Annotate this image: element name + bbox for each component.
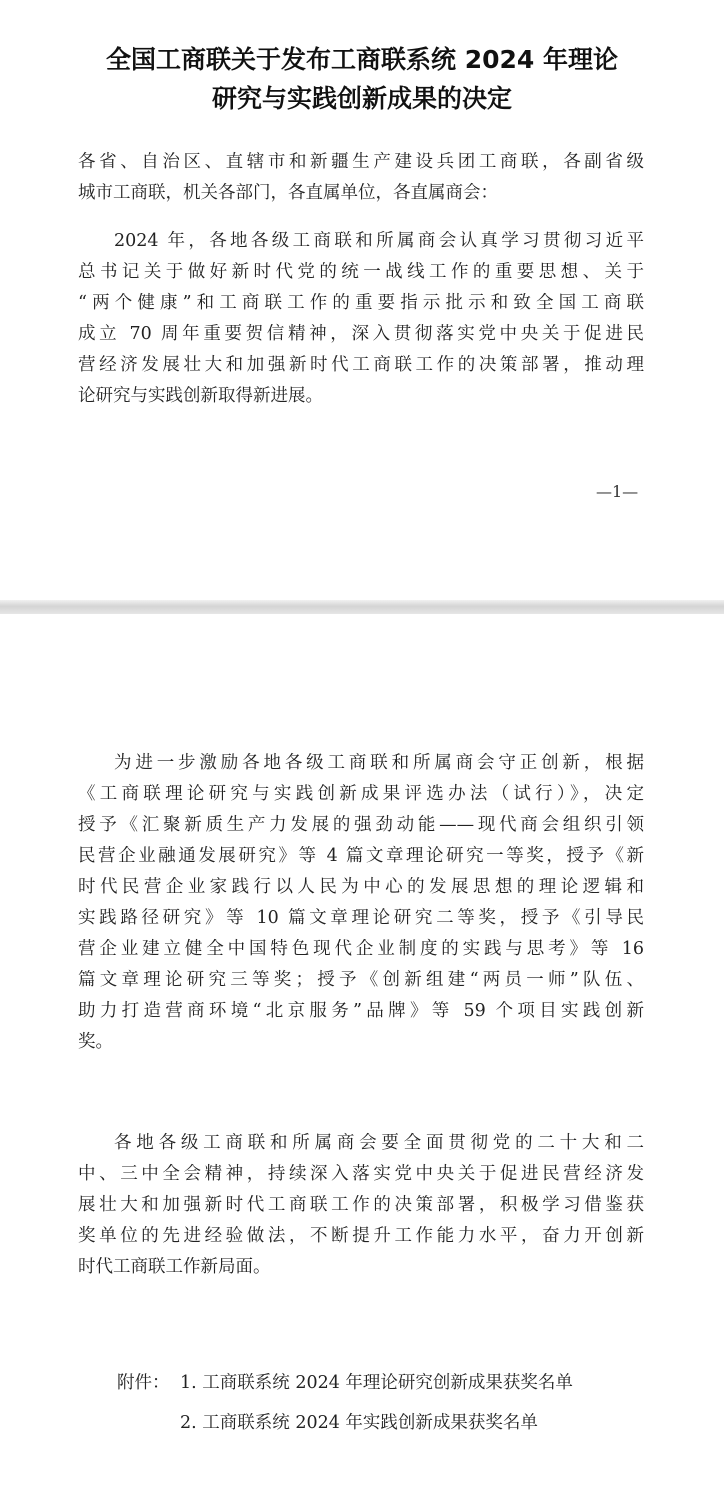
paragraph-line: 授予《汇聚新质生产力发展的强劲动能——现代商会组织引领 xyxy=(78,815,644,835)
paragraph-line: 民营企业融通发展研究》等 4 篇文章理论研究一等奖，授予《新 xyxy=(78,846,644,866)
paragraph-line: 营经济发展壮大和加强新时代工商联工作的决策部署，推动理 xyxy=(78,355,644,375)
paragraph-line: 篇文章理论研究三等奖；授予《创新组建“两员一师”队伍、 xyxy=(78,970,644,990)
document-page-1 xyxy=(0,0,724,600)
page-number: —1— xyxy=(596,482,639,501)
title-line: 全国工商联关于发布工商联系统 2024 年理论 xyxy=(106,45,618,74)
attachment-item xyxy=(117,1403,573,1443)
paragraph-2 xyxy=(78,748,644,1058)
paragraph-line: 中、三中全会精神，持续深入落实党中央关于促进民营经济发 xyxy=(78,1164,644,1184)
paragraph-3 xyxy=(78,1128,644,1283)
paragraph-line: 实践路径研究》等 10 篇文章理论研究二等奖，授予《引导民 xyxy=(78,908,644,928)
paragraph-line: “两个健康”和工商联工作的重要指示批示和致全国工商联 xyxy=(78,293,644,313)
paragraph-line: 成立 70 周年重要贺信精神，深入贯彻落实党中央关于促进民 xyxy=(78,324,644,344)
addressee-block xyxy=(78,147,644,209)
paragraph-line: 时代工商联工作新局面。 xyxy=(78,1257,271,1277)
paragraph-line: 各地各级工商联和所属商会要全面贯彻党的二十大和二 xyxy=(114,1133,644,1153)
document-title xyxy=(40,40,684,118)
page-separator xyxy=(0,600,724,614)
paragraph-line: 奖。 xyxy=(78,1032,113,1052)
addressee-line: 城市工商联，机关各部门，各直属单位，各直属商会： xyxy=(78,183,498,203)
paragraph-line: 为进一步激励各地各级工商联和所属商会守正创新，根据 xyxy=(114,753,644,773)
paragraph-line: 论研究与实践创新取得新进展。 xyxy=(78,386,323,406)
attachment-item xyxy=(117,1363,573,1403)
attachment-item-text: 1. 工商联系统 2024 年理论研究创新成果获奖名单 xyxy=(180,1373,573,1393)
paragraph-line: 时代民营企业家践行以人民为中心的发展思想的理论逻辑和 xyxy=(78,877,644,897)
paragraph-line: 助力打造营商环境“北京服务”品牌》等 59 个项目实践创新 xyxy=(78,1001,644,1021)
paragraph-line: 奖单位的先进经验做法，不断提升工作能力水平，奋力开创新 xyxy=(78,1226,644,1246)
attachments-block xyxy=(117,1363,573,1443)
paragraph-line: 《工商联理论研究与实践创新成果评选办法（试行）》，决定 xyxy=(78,784,644,804)
paragraph-1 xyxy=(78,226,644,412)
paragraph-line: 展壮大和加强新时代工商联工作的决策部署，积极学习借鉴获 xyxy=(78,1195,644,1215)
attachments-label: 附件： xyxy=(117,1373,170,1393)
addressee-line: 各省、自治区、直辖市和新疆生产建设兵团工商联，各副省级 xyxy=(78,152,644,172)
paragraph-line: 营企业建立健全中国特色现代企业制度的实践与思考》等 16 xyxy=(78,939,644,959)
title-line: 研究与实践创新成果的决定 xyxy=(211,84,512,113)
paragraph-line: 总书记关于做好新时代党的统一战线工作的重要思想、关于 xyxy=(78,262,644,282)
attachment-item-text: 2. 工商联系统 2024 年实践创新成果获奖名单 xyxy=(180,1413,538,1433)
paragraph-line: 2024 年，各地各级工商联和所属商会认真学习贯彻习近平 xyxy=(114,231,644,251)
